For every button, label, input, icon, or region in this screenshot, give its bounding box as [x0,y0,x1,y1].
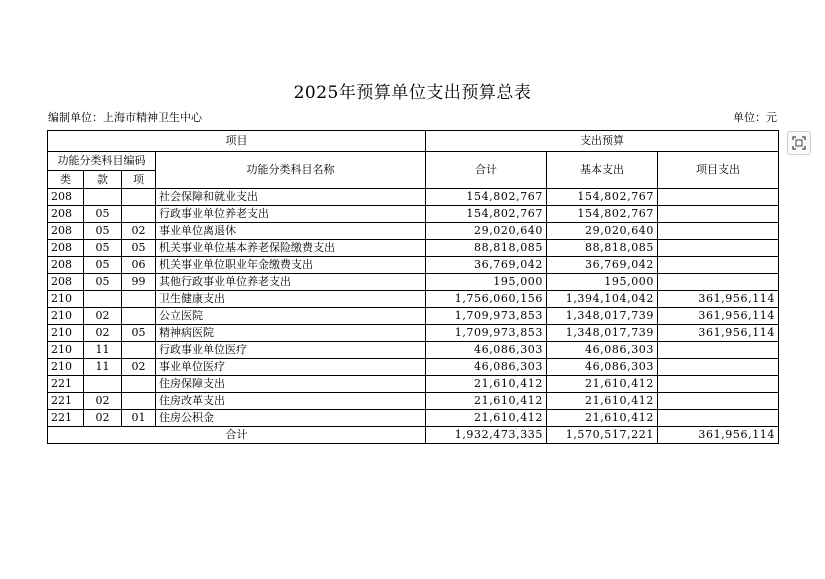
cell-total: 1,756,060,156 [426,291,547,308]
total-label: 合计 [48,427,426,444]
cell-lei: 221 [48,410,84,427]
cell-kuan [84,291,122,308]
cell-basic: 195,000 [547,274,658,291]
cell-xiang [122,393,156,410]
page-title: 2025年预算单位支出预算总表 [293,83,532,103]
cell-kuan [84,376,122,393]
total-basic: 1,570,517,221 [547,427,658,444]
cell-basic: 21,610,412 [547,410,658,427]
cell-kuan: 02 [84,308,122,325]
cell-basic: 1,394,104,042 [547,291,658,308]
cell-total: 1,709,973,853 [426,325,547,342]
currency-unit: 单位：元 [733,111,777,124]
cell-kuan: 11 [84,342,122,359]
cell-basic: 29,020,640 [547,223,658,240]
cell-lei: 208 [48,274,84,291]
cell-basic: 1,348,017,739 [547,325,658,342]
table-row [48,206,779,223]
table-row [48,274,779,291]
cell-project [658,393,779,410]
cell-lei: 210 [48,325,84,342]
cell-name: 机关事业单位职业年金缴费支出 [156,257,426,274]
cell-lei: 208 [48,206,84,223]
total-project: 361,956,114 [658,427,779,444]
compiling-unit: 编制单位：上海市精神卫生中心 [48,111,202,124]
cell-name: 住房保障支出 [156,376,426,393]
header-xiang: 项 [122,171,156,189]
cell-xiang: 05 [122,240,156,257]
table-row [48,325,779,342]
cell-kuan: 05 [84,240,122,257]
cell-total: 21,610,412 [426,393,547,410]
cell-basic: 46,086,303 [547,342,658,359]
cell-kuan: 02 [84,325,122,342]
cell-basic: 1,348,017,739 [547,308,658,325]
cell-xiang [122,189,156,206]
cell-xiang [122,308,156,325]
cell-project [658,342,779,359]
cell-xiang: 02 [122,359,156,376]
cell-basic: 21,610,412 [547,376,658,393]
cell-project [658,376,779,393]
cell-total: 1,709,973,853 [426,308,547,325]
cell-lei: 221 [48,393,84,410]
cell-xiang [122,342,156,359]
cell-lei: 210 [48,291,84,308]
cell-project: 361,956,114 [658,325,779,342]
header-basic: 基本支出 [547,152,658,189]
cell-kuan: 05 [84,257,122,274]
header-project-exp: 项目支出 [658,152,779,189]
budget-table [47,130,779,444]
cell-kuan: 05 [84,206,122,223]
cell-total: 154,802,767 [426,206,547,223]
table-row [48,291,779,308]
cell-project [658,257,779,274]
table-row [48,342,779,359]
cell-name: 事业单位医疗 [156,359,426,376]
header-expense-budget: 支出预算 [426,131,779,152]
table-row [48,257,779,274]
table-row [48,308,779,325]
cell-name: 公立医院 [156,308,426,325]
cell-xiang: 02 [122,223,156,240]
cell-name: 事业单位离退休 [156,223,426,240]
cell-name: 行政事业单位养老支出 [156,206,426,223]
table-row [48,189,779,206]
cell-kuan: 02 [84,410,122,427]
cell-kuan: 11 [84,359,122,376]
cell-lei: 210 [48,359,84,376]
fullscreen-icon [792,136,806,150]
total-amount: 1,932,473,335 [426,427,547,444]
total-row [48,427,779,444]
header-total: 合计 [426,152,547,189]
cell-basic: 154,802,767 [547,189,658,206]
cell-total: 21,610,412 [426,376,547,393]
header-project: 项目 [48,131,426,152]
header-kuan: 款 [84,171,122,189]
cell-basic: 21,610,412 [547,393,658,410]
cell-name: 卫生健康支出 [156,291,426,308]
cell-lei: 210 [48,342,84,359]
table-row [48,376,779,393]
cell-xiang: 01 [122,410,156,427]
cell-name: 住房公积金 [156,410,426,427]
cell-name: 机关事业单位基本养老保险缴费支出 [156,240,426,257]
cell-kuan: 02 [84,393,122,410]
cell-basic: 154,802,767 [547,206,658,223]
cell-project [658,274,779,291]
cell-total: 88,818,085 [426,240,547,257]
table-row [48,223,779,240]
cell-total: 195,000 [426,274,547,291]
header-lei: 类 [48,171,84,189]
cell-lei: 208 [48,240,84,257]
cell-project: 361,956,114 [658,291,779,308]
cell-total: 154,802,767 [426,189,547,206]
cell-basic: 88,818,085 [547,240,658,257]
cell-kuan [84,189,122,206]
cell-xiang: 99 [122,274,156,291]
cell-lei: 221 [48,376,84,393]
cell-xiang [122,376,156,393]
cell-lei: 208 [48,257,84,274]
cell-lei: 208 [48,223,84,240]
cell-xiang: 05 [122,325,156,342]
table-row [48,359,779,376]
cell-lei: 208 [48,189,84,206]
header-func-name: 功能分类科目名称 [156,152,426,189]
fullscreen-button[interactable] [787,131,811,155]
cell-kuan: 05 [84,223,122,240]
cell-total: 46,086,303 [426,342,547,359]
cell-xiang [122,206,156,223]
cell-name: 其他行政事业单位养老支出 [156,274,426,291]
cell-name: 社会保障和就业支出 [156,189,426,206]
cell-project [658,410,779,427]
header-func-code: 功能分类科目编码 [48,152,156,171]
table-row [48,393,779,410]
cell-total: 29,020,640 [426,223,547,240]
cell-project [658,359,779,376]
cell-project [658,206,779,223]
table-row [48,240,779,257]
cell-xiang [122,291,156,308]
cell-kuan: 05 [84,274,122,291]
cell-name: 精神病医院 [156,325,426,342]
cell-name: 行政事业单位医疗 [156,342,426,359]
cell-total: 46,086,303 [426,359,547,376]
cell-lei: 210 [48,308,84,325]
cell-project [658,240,779,257]
cell-xiang: 06 [122,257,156,274]
cell-name: 住房改革支出 [156,393,426,410]
table-row [48,410,779,427]
cell-project [658,223,779,240]
cell-basic: 36,769,042 [547,257,658,274]
cell-project: 361,956,114 [658,308,779,325]
cell-project [658,189,779,206]
cell-total: 36,769,042 [426,257,547,274]
cell-basic: 46,086,303 [547,359,658,376]
cell-total: 21,610,412 [426,410,547,427]
